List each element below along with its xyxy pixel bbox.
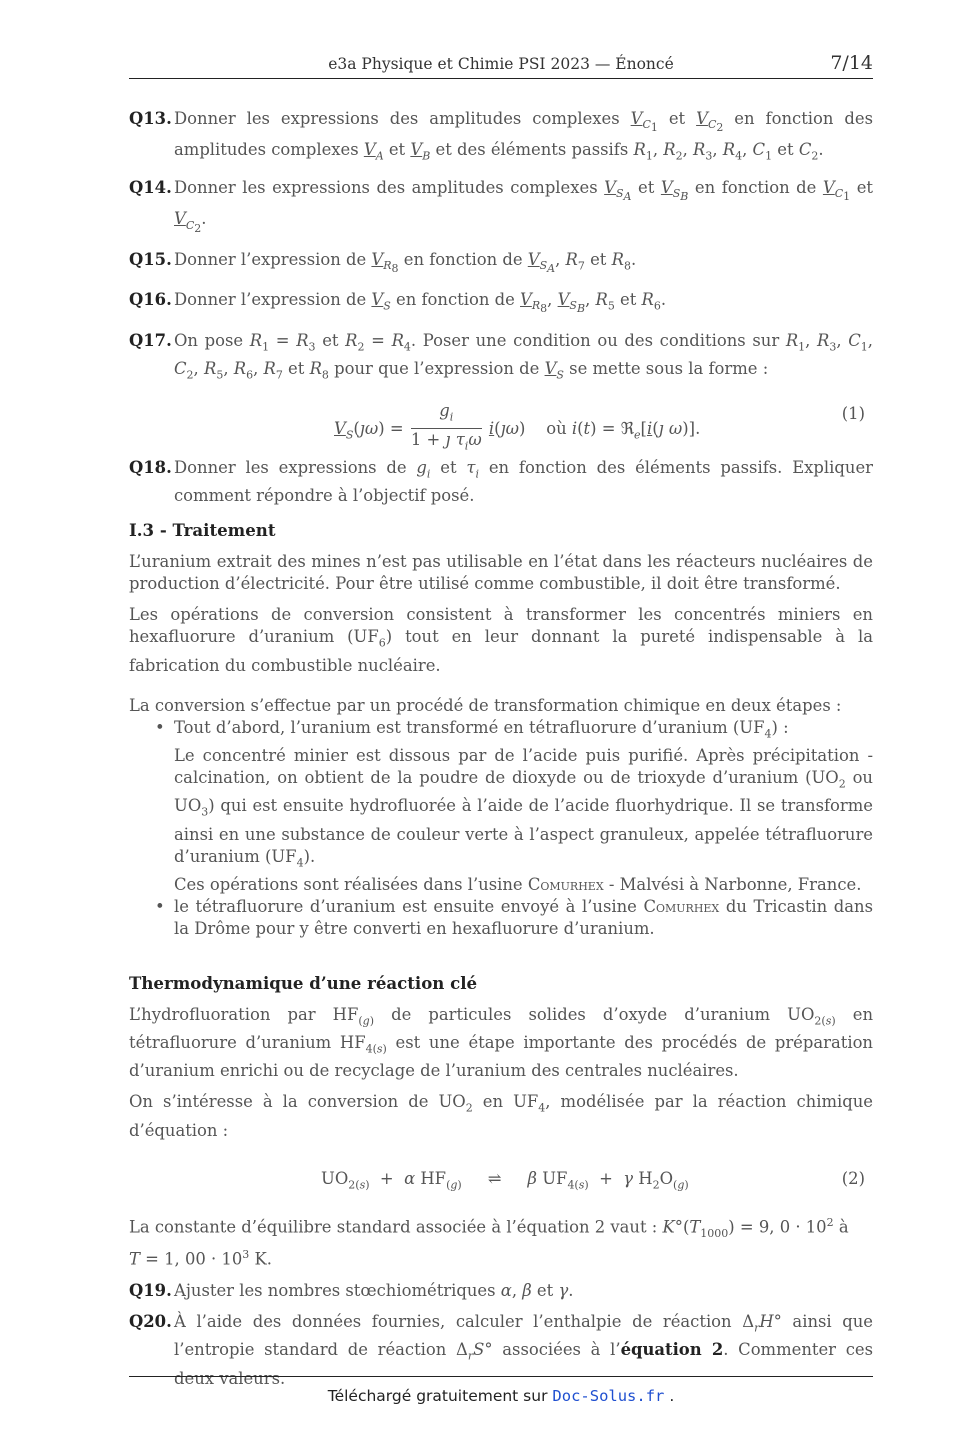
header-title: e3a Physique et Chimie PSI 2023 — Énoncé: [328, 55, 674, 73]
question-text: Donner les expressions des amplitudes complexes $V_{C_1}$ et $V_{C_2}$ en fonction des amplitudes complexes $V_A$ et $V_B$ et des éléments passifs $R_1$, $R_2$, $R_3$, $R_4$, $C_1$ et $C_2$.: [174, 109, 873, 163]
footer-text-line: [129, 1387, 873, 1405]
question-text: Donner les expressions des amplitudes complexes $V_{S_A}$ et $V_{S_B}$ en fonction de $V_{C_1}$ et $V_{C_2}$.: [174, 177, 873, 235]
question-label: Q19.: [129, 1280, 172, 1300]
question-q15: [129, 249, 873, 280]
question-label: Q13.: [129, 109, 172, 128]
question-text: On pose $R_1 = R_3$ et $R_2 = R_4$. Poser une condition ou des conditions sur $R_1$, $R_3$, $C_1$, $C_2$, $R_5$, $R_6$, $R_7$ et $R_8$ pour que l’expression de $V_S$ se mette sous la forme :: [174, 330, 874, 382]
question-q19: [129, 1280, 873, 1302]
question-q14: [129, 177, 873, 240]
equation-1-numerator: $g_i$: [411, 401, 482, 429]
footer-text: Téléchargé gratuitement sur: [327, 1387, 548, 1405]
question-q18: [129, 457, 873, 507]
equation-2-body: $UO_{2(s)} + \alpha$ $HF_{(g)}$ ⇌ β $UF_{4(s)} + \gamma$ $H_2O_{(g)}$: [321, 1168, 689, 1191]
page-footer: [129, 1376, 873, 1405]
equation-1-lhs: $V_S(ȷ\omega)$ =: [334, 418, 404, 442]
question-text: Donner l’expression de $V_S$ en fonction de $V_{R_8}$, $V_{S_B}$, $R_5$ et $R_6$.: [174, 290, 667, 316]
section-title: I.3 - Traitement: [129, 520, 276, 541]
question-q16: [129, 289, 873, 320]
questions-block-2: [129, 1280, 873, 1390]
equation-1-number: (1): [841, 404, 865, 424]
equation-1-fraction: [411, 401, 482, 458]
equation-1-body: [334, 401, 700, 458]
page-body: [129, 108, 873, 1399]
equation-2-number: (2): [841, 1168, 865, 1188]
equation-1-rhs: i(ȷω) où i(t) = ℜ$_e$[i(ȷ ω)].: [488, 418, 701, 442]
bullet-icon: •: [155, 896, 165, 916]
question-label: Q18.: [129, 458, 172, 478]
bullet-list: [129, 717, 873, 940]
questions-block-1: [129, 108, 873, 386]
question-label: Q16.: [129, 290, 172, 310]
question-text: À l’aide des données fournies, calculer l’enthalpie de réaction $\Delta_rH^\circ$ ainsi que l’entropie standard de réaction $\Delta_rS^\circ$ associées à l’équation 2. Commenter ces deux valeurs.: [174, 1311, 874, 1388]
question-q17: [129, 330, 873, 387]
question-q13: [129, 108, 873, 168]
footer-link[interactable]: Doc-Solus.fr: [552, 1387, 665, 1405]
page-number: 7/14: [830, 52, 873, 74]
bullet-item: [129, 717, 873, 896]
bullet-icon: •: [155, 717, 165, 737]
equation-2: [129, 1158, 873, 1204]
question-label: Q20.: [129, 1311, 172, 1331]
question-text: Donner l’expression de $V_{R_8}$ en fonction de $V_{S_A}$, $R_7$ et $R_8$.: [174, 249, 637, 276]
bullet-text: Tout d’abord, l’uranium est transformé en tétrafluorure d’uranium $(UF_4)$ : Le concentré minier est dissous par de l’acide puis purifié. Après précipitation - calcination, on obtient de la poudre de dioxyde ou de trioxyde d’uranium ($UO_2$ ou $UO_3$) qui est ensuite hydrofluorée à l’aide de l’acide fluorhydrique. Il se transforme ainsi en une substance de couleur verte à l’aspect granuleux, appelée tétrafluorure d’uranium $(UF_4)$. Ces opérations sont réalisées dans l’usine Comurhex - Malvési à Narbonne, France.: [174, 717, 873, 894]
question-q20: [129, 1311, 873, 1390]
paragraph-2: Les opérations de conversion consistent à transformer les concentrés miniers en hexafluorure d’uranium $(UF_6)$ tout en leur donnant la pureté indispensable à la fabrication du combustible nucléaire.: [129, 605, 873, 675]
question-text: Ajuster les nombres stœchiométriques α, β et γ.: [174, 1280, 574, 1300]
paragraph-4: L’hydrofluoration par $HF_{(g)}$ de particules solides d’oxyde d’uranium $UO_{2(s)}$ en tétrafluorure d’uranium $HF_{4(s)}$ est une étape importante des procédés de préparation d’uranium enrichi ou de recyclage de l’uranium des centrales nucléaires.: [129, 1004, 874, 1081]
paragraph-6: La constante d’équilibre standard associée à l’équation 2 vaut : $K^\circ(T_{1000}) = 9$, $0 \cdot 10^2$ à T = 1, $00 \cdot 10^3$ K.: [129, 1215, 849, 1269]
bullet-item: [129, 896, 873, 940]
paragraph-1: L’uranium extrait des mines n’est pas utilisable en l’état dans les réacteurs nucléaires de production d’électricité. Pour être utilisé comme combustible, il doit être transformé.: [129, 552, 873, 594]
footer-tail: .: [669, 1387, 675, 1405]
paragraph-5: On s’intéresse à la conversion de $UO_2$ en $UF_4$, modélisée par la réaction chimique d’équation :: [129, 1092, 873, 1140]
equation-1-denominator: 1 + ȷ $\tau_i\omega$: [410, 430, 482, 453]
bullet-text: le tétrafluorure d’uranium est ensuite envoyé à l’usine Comurhex du Tricastin dans la Drôme pour y être converti en hexafluorure d’uranium.: [174, 896, 873, 938]
subsection-title: Thermodynamique d’une réaction clé: [129, 972, 478, 993]
paragraph-3: La conversion s’effectue par un procédé de transformation chimique en deux étapes :: [129, 695, 842, 715]
page-header: [129, 52, 873, 79]
question-label: Q14.: [129, 177, 172, 197]
equation-1: [129, 395, 873, 453]
question-label: Q15.: [129, 249, 172, 269]
question-label: Q17.: [129, 330, 172, 350]
question-text: Donner les expressions de $g_i$ et $\tau_i$ en fonction des éléments passifs. Expliquer comment répondre à l’objectif posé.: [174, 458, 873, 506]
